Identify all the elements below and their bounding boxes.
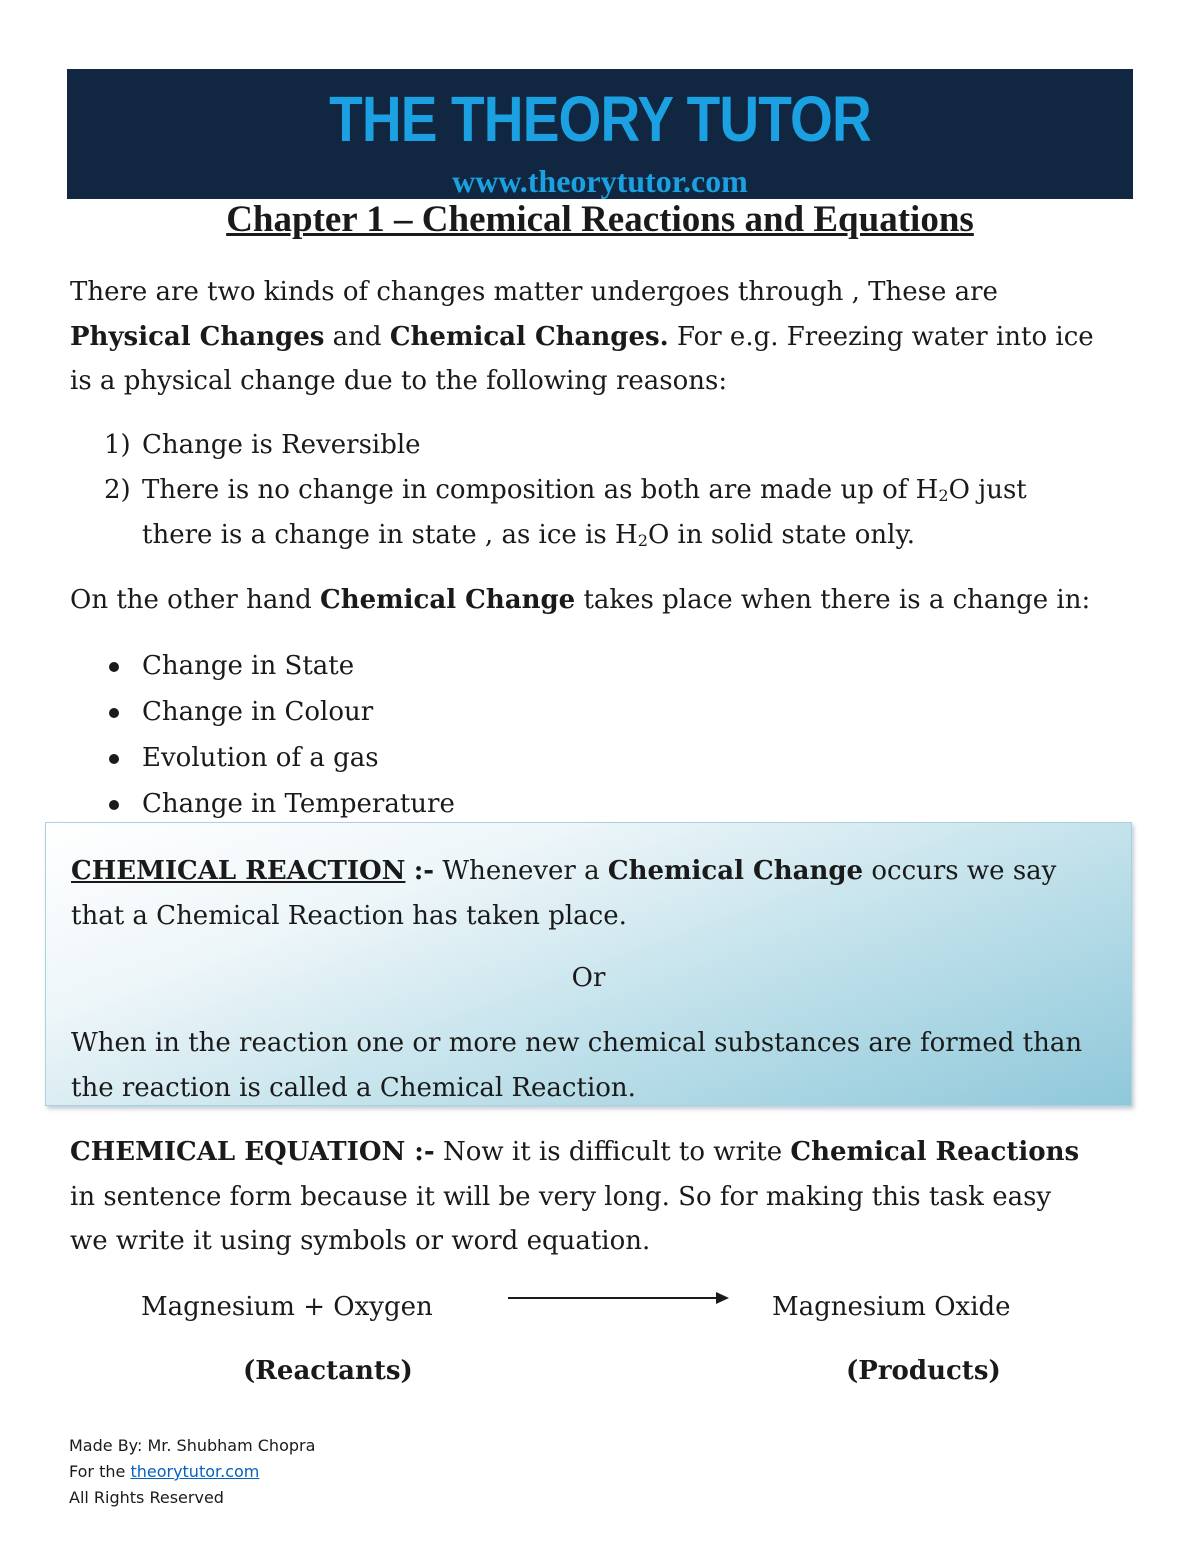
intro-and: and (332, 321, 382, 352)
change-indicators-list (105, 643, 455, 827)
list-item-text: Evolution of a gas (142, 743, 379, 773)
list-item (105, 643, 455, 689)
callout-or: Or (571, 963, 606, 993)
subscript: 2 (637, 530, 648, 550)
reactants-label: (Reactants) (243, 1356, 413, 1386)
reason-text (142, 468, 1102, 557)
reason-item-2 (104, 468, 1102, 557)
chemical-changes-term: Chemical Changes. (389, 321, 669, 352)
reason-text-part: O in solid state only. (647, 519, 915, 550)
reason-number: 2) (104, 475, 131, 505)
list-item (105, 689, 455, 735)
footer-rights: All Rights Reserved (69, 1488, 224, 1507)
callout-text: that a Chemical Reaction has taken place. (71, 900, 627, 931)
equation-heading: CHEMICAL EQUATION :- (70, 1137, 435, 1167)
products-label: (Products) (846, 1356, 1001, 1386)
equation-text: in sentence form because it will be very long. So for making this task easy (70, 1181, 1052, 1212)
callout-heading: CHEMICAL REACTION (71, 856, 406, 886)
reason-text-part: O just (948, 475, 1027, 505)
list-item-text: Change in State (142, 651, 355, 681)
callout-definition (71, 849, 1126, 938)
intro-line-2-rest: For e.g. Freezing water into ice (676, 321, 1094, 352)
footer-prefix: For the (69, 1462, 126, 1481)
callout-text: Whenever a (442, 856, 600, 886)
intro-line-1: There are two kinds of changes matter undergoes through , These are (70, 277, 998, 307)
chemical-reaction-callout (45, 822, 1132, 1106)
list-item (105, 735, 455, 781)
subscript: 2 (938, 486, 949, 506)
chemical-change-prefix: On the other hand (70, 585, 312, 615)
list-item-text: Change in Colour (142, 697, 374, 727)
intro-paragraph (70, 270, 1130, 404)
chemical-change-paragraph (70, 578, 1130, 623)
callout-text: the reaction is called a Chemical Reaction. (71, 1072, 636, 1103)
intro-line-3: is a physical change due to the following reasons: (70, 366, 728, 396)
reactants-text: Magnesium + Oxygen (141, 1292, 433, 1322)
header-banner (67, 69, 1133, 199)
right-arrow-icon (508, 1291, 730, 1305)
reason-item-1 (104, 423, 1102, 468)
callout-separator: :- (413, 856, 435, 886)
bullet-icon (109, 708, 119, 718)
chemical-change-term: Chemical Change (320, 585, 576, 615)
chapter-title: Chapter 1 – Chemical Reactions and Equations (226, 199, 974, 240)
list-item (105, 781, 455, 827)
equation-term: Chemical Reactions (790, 1137, 1080, 1167)
chemical-change-suffix: takes place when there is a change in: (583, 585, 1091, 615)
products-text: Magnesium Oxide (772, 1292, 1011, 1322)
callout-alt-definition (71, 1021, 1129, 1110)
reason-text-part: there is a change in state , as ice is H (142, 519, 638, 550)
bullet-icon (109, 754, 119, 764)
equation-text: we write it using symbols or word equation. (70, 1226, 651, 1256)
footer-link[interactable]: theorytutor.com (130, 1462, 260, 1481)
bullet-icon (109, 662, 119, 672)
equation-text: Now it is difficult to write (442, 1137, 783, 1167)
page-footer (69, 1433, 315, 1511)
footer-site-line (69, 1459, 315, 1485)
footer-author: Made By: Mr. Shubham Chopra (69, 1436, 316, 1455)
chemical-equation-paragraph (70, 1130, 1130, 1264)
physical-changes-term: Physical Changes (70, 321, 325, 352)
callout-term: Chemical Change (607, 856, 864, 886)
brand-title: THE THEORY TUTOR (329, 83, 871, 155)
callout-text: When in the reaction one or more new chemical substances are formed than (71, 1028, 1083, 1058)
bullet-icon (109, 800, 119, 810)
list-item-text: Change in Temperature (142, 789, 455, 819)
callout-text: occurs we say (871, 856, 1057, 886)
reason-text: Change is Reversible (142, 430, 421, 460)
brand-url[interactable]: www.theorytutor.com (452, 163, 748, 199)
reason-text-part: There is no change in composition as both are made up of H (142, 475, 939, 505)
reason-number: 1) (104, 430, 131, 460)
